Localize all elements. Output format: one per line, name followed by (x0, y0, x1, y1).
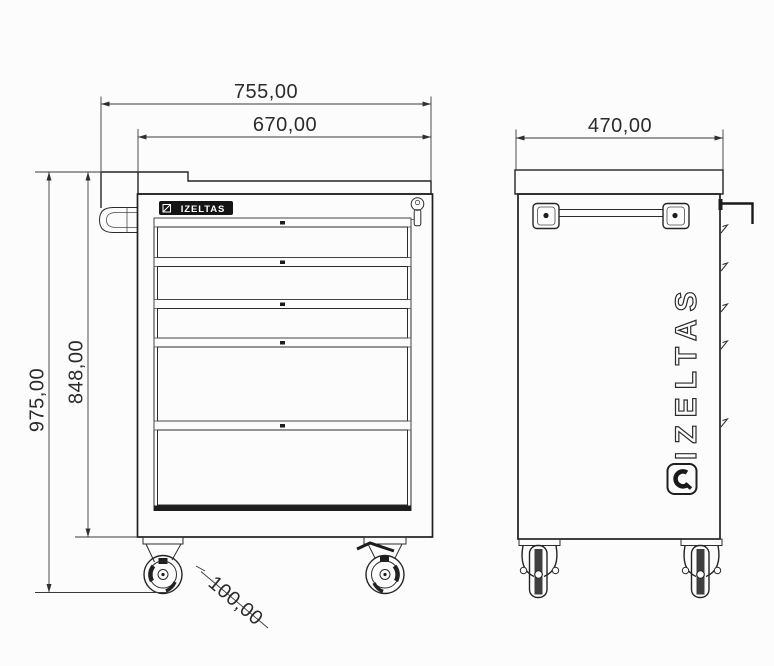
side-hook-icon (721, 263, 728, 271)
wall-hook-icon (719, 199, 753, 224)
bottom-trim (154, 506, 411, 512)
drawer-face (158, 347, 408, 421)
dim-depth (516, 115, 723, 170)
side-hook-icon (721, 225, 728, 233)
front-body (138, 194, 433, 537)
arrowhead (86, 529, 91, 538)
caster-front-right (357, 537, 406, 594)
side-logo-icon (668, 464, 697, 494)
side-handle (533, 204, 689, 229)
arrowhead (86, 172, 91, 181)
arrowhead (47, 584, 52, 593)
drawer-1 (154, 218, 411, 258)
side-logo-text: IZELTAS (670, 283, 703, 460)
dim-text-depth: 470,00 (587, 115, 653, 137)
dim-text-overall-width: 755,00 (233, 81, 299, 103)
drawer-face (158, 227, 408, 258)
front-handle (100, 208, 139, 233)
front-view (100, 172, 433, 594)
side-hook-icon (721, 304, 728, 312)
drawer-face (158, 309, 408, 339)
caster-front-left (143, 537, 183, 594)
arrowhead (516, 136, 525, 141)
arrowhead (715, 136, 724, 141)
side-view (515, 170, 753, 598)
arrowhead (101, 102, 110, 107)
caster-side-right (681, 539, 722, 598)
dim-cabinet-width (138, 114, 431, 172)
side-brand-logo (668, 283, 704, 494)
lock-key-icon (411, 198, 424, 226)
side-hook-icon (721, 419, 728, 427)
arrowhead (138, 135, 147, 140)
drawer-2 (154, 258, 411, 300)
front-brand-badge (159, 201, 233, 215)
drawer-3 (154, 300, 411, 339)
arrowhead (47, 172, 52, 181)
dim-text-overall-height: 975,00 (26, 367, 49, 433)
dim-text-cabinet-height: 848,00 (65, 339, 88, 405)
arrowhead (423, 135, 432, 140)
dim-text-caster-diameter: 100,00 (203, 571, 268, 631)
drawer-face (158, 267, 408, 300)
front-worktop (101, 172, 431, 208)
dim-overall-height (27, 172, 171, 593)
drawer-face (158, 430, 408, 505)
side-worktop (515, 170, 723, 194)
side-hook-icon (721, 341, 728, 349)
drawer-5 (154, 421, 411, 505)
dim-caster-diameter (196, 566, 268, 630)
dim-text-cabinet-width: 670,00 (252, 114, 318, 136)
brand-badge-text: IZELTAS (180, 203, 226, 215)
dimensions (27, 81, 724, 630)
caster-side-left (519, 539, 560, 598)
arrowhead (423, 102, 432, 107)
drawer-4 (154, 338, 411, 421)
